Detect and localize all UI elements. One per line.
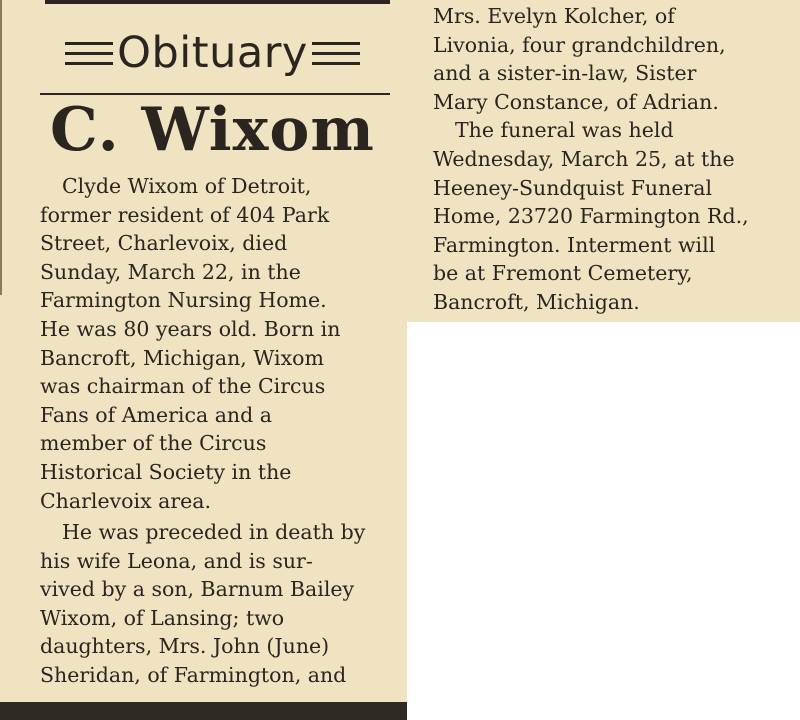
text-line: Livonia, four grandchildren, bbox=[433, 32, 726, 57]
clipping-right-column bbox=[407, 0, 800, 322]
text-line: Sunday, March 22, in the bbox=[40, 259, 301, 284]
obituary-body-paragraph-1 bbox=[40, 172, 377, 515]
text-line: Historical Society in the bbox=[40, 459, 292, 484]
section-heading-row bbox=[40, 16, 385, 90]
text-line: was chairman of the Circus bbox=[40, 374, 326, 399]
text-line: Wednesday, March 25, at the bbox=[433, 146, 735, 171]
column-divider bbox=[0, 0, 2, 295]
text-line: Bancroft, Michigan. bbox=[433, 289, 640, 314]
text-line: vived by a son, Barnum Bailey bbox=[40, 577, 355, 602]
bottom-edge-bar bbox=[0, 702, 407, 720]
text-line: Farmington. Interment will bbox=[433, 232, 716, 257]
text-line: daughters, Mrs. John (June) bbox=[40, 634, 330, 659]
obituary-body-paragraph-2 bbox=[40, 518, 377, 690]
text-line: Wixom, of Lansing; two bbox=[40, 605, 285, 630]
text-line: Bancroft, Michigan, Wixom bbox=[40, 345, 324, 370]
text-line: Sheridan, of Farmington, and bbox=[40, 662, 347, 687]
text-line: Home, 23720 Farmington Rd., bbox=[433, 204, 749, 229]
heading-ornament-right bbox=[312, 42, 360, 65]
text-line: The funeral was held bbox=[455, 118, 674, 143]
text-line: his wife Leona, and is sur- bbox=[40, 548, 313, 573]
text-line: Clyde Wixom of Detroit, bbox=[62, 174, 312, 198]
top-rule bbox=[45, 0, 390, 4]
text-line: former resident of 404 Park bbox=[40, 202, 330, 227]
text-line: be at Fremont Cemetery, bbox=[433, 261, 693, 286]
heading-ornament-left bbox=[65, 42, 113, 65]
text-line: Mrs. Evelyn Kolcher, of bbox=[433, 4, 675, 28]
text-line: Farmington Nursing Home. bbox=[40, 288, 327, 313]
section-heading: Obituary bbox=[117, 27, 308, 78]
text-line: He was 80 years old. Born in bbox=[40, 316, 341, 341]
text-line: Mary Constance, of Adrian. bbox=[433, 89, 719, 114]
deceased-name: C. Wixom bbox=[50, 95, 375, 165]
text-line: Fans of America and a bbox=[40, 402, 272, 427]
text-line: and a sister-in-law, Sister bbox=[433, 61, 697, 86]
text-line: Charlevoix area. bbox=[40, 488, 212, 513]
obituary-body-continued bbox=[433, 2, 769, 317]
text-line: He was preceded in death by bbox=[62, 520, 366, 544]
text-line: member of the Circus bbox=[40, 431, 267, 456]
text-line: Heeney-Sundquist Funeral bbox=[433, 175, 713, 200]
text-line: Street, Charlevoix, died bbox=[40, 231, 288, 256]
